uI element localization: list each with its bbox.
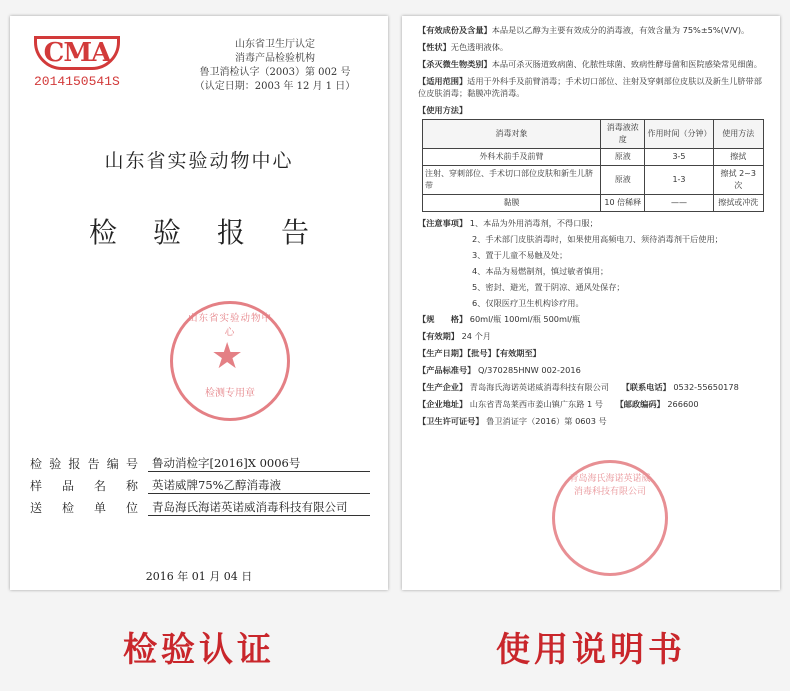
table-cell: —— xyxy=(645,195,713,212)
seal-text: 青岛海氏海诺英诺威消毒科技有限公司 xyxy=(569,474,651,497)
scope-section xyxy=(418,75,768,99)
table-header: 消毒液浓度 xyxy=(601,120,645,149)
section-value: 适用于外科手及前臂消毒；手术切口部位、注射及穿刺部位皮肤以及新生儿脐带部位皮肤消毒；黏膜冲洗消毒。 xyxy=(418,76,762,98)
inspection-report-document xyxy=(10,16,388,590)
specs-section xyxy=(418,313,768,325)
section-value: 本品可杀灭肠道致病菌、化脓性球菌、致病性酵母菌和医院感染常见细菌。 xyxy=(491,59,762,69)
license-section xyxy=(418,415,768,427)
section-key: 【产品标准号】 xyxy=(418,365,476,375)
table-cell: 原液 xyxy=(601,166,645,195)
table-cell: 1-3 xyxy=(645,166,713,195)
appearance-section xyxy=(418,41,768,53)
table-header: 使用方法 xyxy=(713,120,763,149)
table-cell: 3-5 xyxy=(645,149,713,166)
note-item: 2、手术部门皮肤消毒时，如果使用高频电刀、须待消毒剂干后使用； xyxy=(472,234,723,244)
authority-line: 鲁卫消检认字（2003）第 002 号 xyxy=(199,67,351,78)
seal-arc-text: 山东省实验动物中心 xyxy=(187,313,272,338)
note-item: 3、置于儿童不易触及处； xyxy=(472,250,568,260)
field-value: 英诺威牌75%乙醇消毒液 xyxy=(148,477,370,494)
section-key: 【生产日期】 xyxy=(418,348,468,358)
table-cell: 擦拭或冲洗 xyxy=(713,195,763,212)
field-label: 检验报告编号 xyxy=(30,457,138,471)
table-cell: 外科术前手及前臂 xyxy=(423,149,601,166)
field-row xyxy=(30,472,370,494)
manufacturer-section xyxy=(418,381,768,393)
section-value: 266600 xyxy=(667,399,699,409)
note-item: 1、本品为外用消毒剂，不得口服； xyxy=(469,218,598,228)
section-key: 【有效期至】 xyxy=(495,348,541,358)
notes-section xyxy=(418,217,768,309)
seal-text: 检测专用章 xyxy=(205,388,255,399)
authority-line: 消毒产品检验机构 xyxy=(235,53,315,64)
section-value: 山东省青岛莱西市姜山镇广东路 1 号 xyxy=(469,399,603,409)
section-key: 【邮政编码】 xyxy=(615,399,665,409)
section-value: 青岛海氏海诺英诺威消毒科技有限公司 xyxy=(469,382,609,392)
usage-table xyxy=(422,119,764,212)
table-cell: 原液 xyxy=(601,149,645,166)
caption-inspection-certification: 检验认证 xyxy=(123,630,275,670)
authority-line: （认定日期：2003 年 12 月 1 日） xyxy=(194,81,356,92)
section-value: 0532-55650178 xyxy=(673,382,739,392)
table-row xyxy=(423,166,764,195)
cma-logo xyxy=(34,36,130,89)
table-row xyxy=(423,149,764,166)
validity-section xyxy=(418,330,768,342)
cma-number: 2014150541S xyxy=(34,74,120,89)
section-key: 【杀灭微生物类别】 xyxy=(418,59,492,69)
section-key: 【生产企业】 xyxy=(418,382,468,392)
production-section xyxy=(418,347,768,359)
table-header: 作用时间（分钟） xyxy=(645,120,713,149)
report-title: 检验报告 xyxy=(88,216,345,249)
star-icon: ★ xyxy=(211,336,244,377)
table-row xyxy=(423,195,764,212)
microbes-section xyxy=(418,58,768,70)
table-cell: 注射、穿刺部位、手术切口部位皮肤和新生儿脐带 xyxy=(423,166,601,195)
section-value: 鲁卫消证字（2016）第 0603 号 xyxy=(486,416,607,426)
table-cell: 黏膜 xyxy=(423,195,601,212)
cma-mark: CMA xyxy=(34,36,120,70)
section-key: 【注意事项】 xyxy=(418,218,468,228)
address-section xyxy=(418,398,768,410)
section-key: 【卫生许可证号】 xyxy=(418,416,484,426)
section-key: 【适用范围】 xyxy=(418,76,468,86)
table-cell: 擦拭 xyxy=(713,149,763,166)
table-header: 消毒对象 xyxy=(423,120,601,149)
section-value: Q/370285HNW 002-2016 xyxy=(477,365,581,375)
ingredients-section xyxy=(418,24,768,36)
table-header-row xyxy=(423,120,764,149)
table-cell: 10 倍稀释 xyxy=(601,195,645,212)
field-label: 样品名称 xyxy=(30,479,138,493)
field-value: 青岛海氏海诺英诺威消毒科技有限公司 xyxy=(148,499,370,516)
inspection-seal-stamp xyxy=(170,301,290,421)
section-value: 无色透明液体。 xyxy=(450,42,509,52)
caption-instruction-manual: 使用说明书 xyxy=(496,630,686,670)
section-value: 本品是以乙醇为主要有效成分的消毒液，有效含量为 75%±5%(V/V)。 xyxy=(491,25,750,35)
section-key: 【企业地址】 xyxy=(418,399,468,409)
lab-name: 山东省实验动物中心 xyxy=(104,150,294,172)
notes-list xyxy=(472,233,768,309)
field-row xyxy=(30,494,370,516)
note-item: 4、本品为易燃制剂，慎过敏者慎用； xyxy=(472,266,609,276)
section-key: 【有效期】 xyxy=(418,331,459,341)
authority-block xyxy=(190,38,360,94)
section-key: 【有效成份及含量】 xyxy=(418,25,492,35)
company-seal-stamp xyxy=(552,460,668,576)
section-key: 【批号】 xyxy=(467,348,496,358)
section-key: 【规 格】 xyxy=(418,314,468,324)
report-date: 2016 年 01 月 04 日 xyxy=(145,570,253,583)
note-item: 6、仅限医疗卫生机构诊疗用。 xyxy=(472,298,584,308)
section-value: 60ml/瓶 100ml/瓶 500ml/瓶 xyxy=(469,314,581,324)
instruction-manual-document xyxy=(402,16,780,590)
section-value: 24 个月 xyxy=(461,331,491,341)
standard-section xyxy=(418,364,768,376)
section-key: 【联系电话】 xyxy=(621,382,671,392)
usage-heading xyxy=(418,104,768,116)
field-row xyxy=(30,450,370,472)
note-item: 5、密封、避光，置于阴凉、通风处保存； xyxy=(472,282,625,292)
section-key: 【使用方法】 xyxy=(418,105,468,115)
field-value: 鲁动消检字[2016]X 0006号 xyxy=(148,455,370,472)
instruction-text xyxy=(418,24,768,432)
table-cell: 擦拭 2~3 次 xyxy=(713,166,763,195)
report-fields xyxy=(30,450,370,516)
section-key: 【性状】 xyxy=(418,42,451,52)
field-label: 送检单位 xyxy=(30,501,138,515)
authority-line: 山东省卫生厅认定 xyxy=(235,39,315,50)
